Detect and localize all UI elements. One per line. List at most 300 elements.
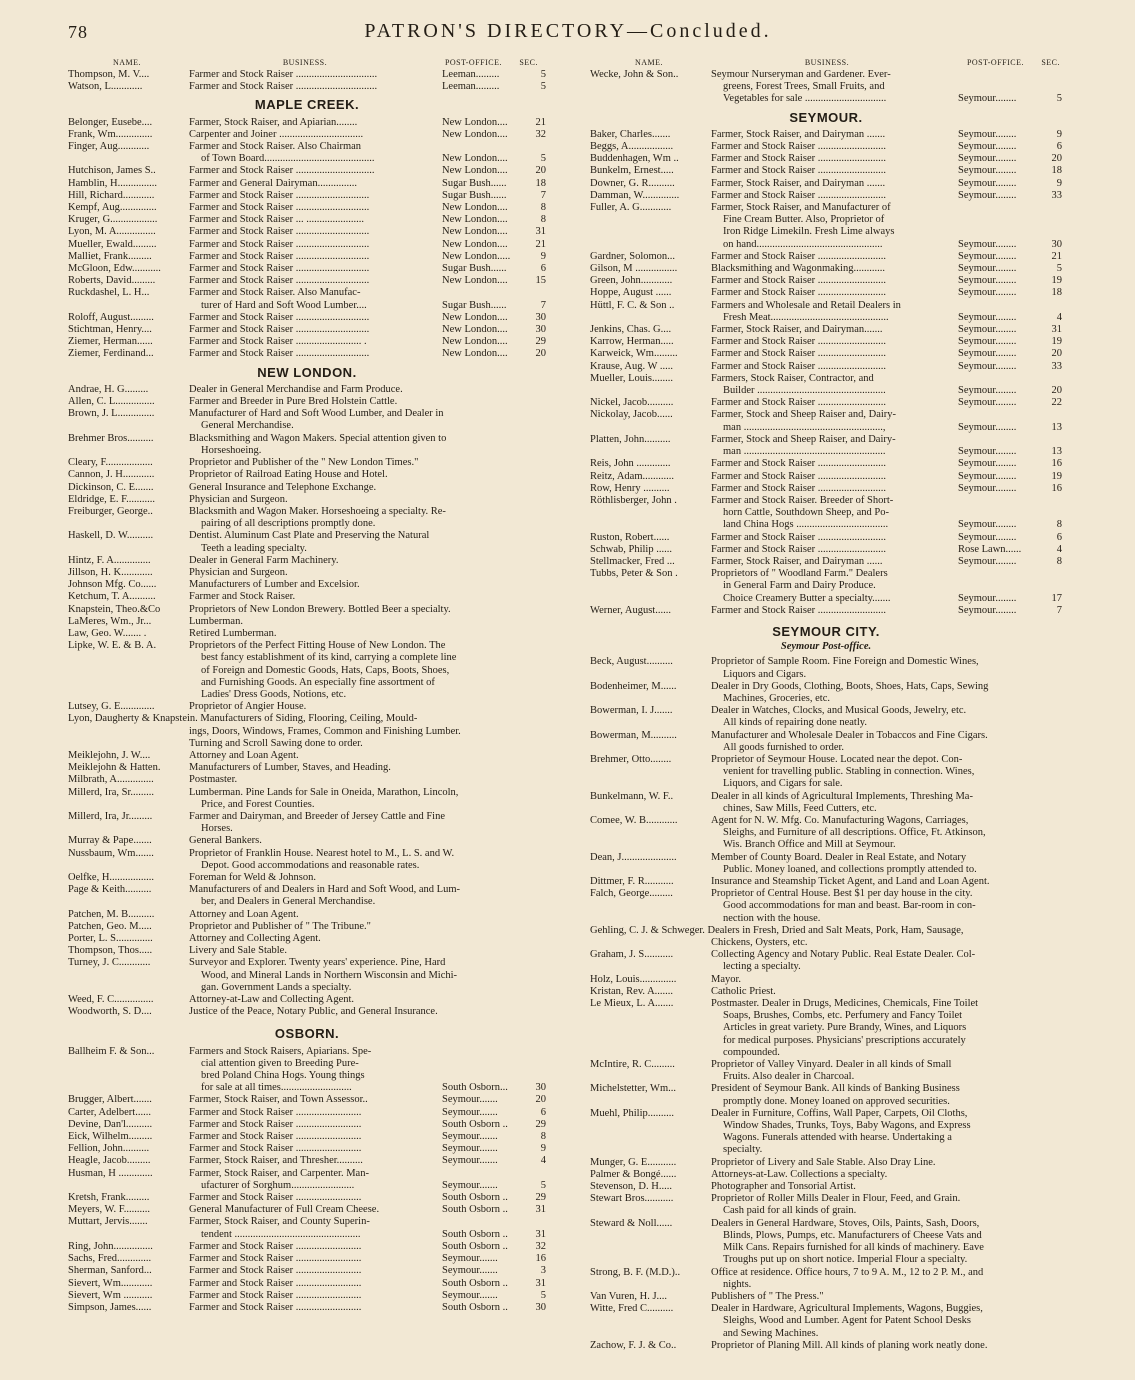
business-line: [189, 1058, 546, 1070]
business-line: [189, 1216, 546, 1228]
business-line: [711, 471, 1062, 483]
business-line: [189, 153, 546, 165]
entry-description: [711, 986, 1062, 998]
line-filler: [369, 190, 442, 202]
business-line: [711, 69, 1062, 81]
entry-section: 13: [1051, 421, 1062, 433]
entry-description: [189, 396, 546, 408]
directory-entry: [590, 324, 1062, 336]
directory-entry: [68, 506, 546, 530]
entry-name: Nussbaum, Wm.......: [68, 847, 154, 859]
entry-name: Krause, Aug. W .....: [590, 360, 674, 372]
description-line: of Foreign and Domestic Goods, Hats, Caps, Boots, Shoes,: [201, 664, 450, 676]
entry-post-office: Sugar Bush......: [442, 263, 507, 275]
description-line: Proprietor of Central House. Best $1 per day house in the city.: [711, 888, 973, 900]
directory-entry: [68, 1094, 546, 1106]
entry-name: Steward & Noll......: [590, 1217, 673, 1229]
business-text: tendent ................................................: [201, 1228, 361, 1240]
entry-description: [68, 713, 546, 750]
business-line: [189, 178, 546, 190]
business-line: [189, 336, 546, 348]
directory-entry: [68, 1302, 546, 1314]
entry-business: [189, 263, 546, 275]
entry-description: [189, 921, 546, 933]
directory-entry: [68, 994, 546, 1006]
directory-entry: [68, 835, 546, 847]
entry-section: 9: [540, 250, 546, 262]
entry-description: [189, 1006, 546, 1018]
entry-name: Bunkelm, Ernest.....: [590, 165, 674, 177]
description-line: Justice of the Peace, Notary Public, and General Insurance.: [189, 1006, 438, 1018]
business-line: [189, 214, 546, 226]
directory-entry: [590, 495, 1062, 532]
entry-name: Jillson, H. K............: [68, 566, 153, 578]
description-line: Catholic Priest.: [711, 985, 776, 997]
business-text: man ......................................................: [723, 446, 886, 458]
section-title-seymour: SEYMOUR.: [789, 109, 863, 125]
business-line: [711, 434, 1062, 446]
entry-post-office: New London....: [442, 226, 508, 238]
entry-name: Ruckdashel, L. H...: [68, 287, 150, 299]
entry-post-office: Sugar Bush......: [442, 177, 507, 189]
directory-entry: [68, 884, 546, 908]
entry-name: Bunkelmann, W. F..: [590, 790, 674, 802]
entry-section: 30: [535, 324, 546, 336]
entry-post-office: Seymour........: [958, 189, 1017, 201]
directory-entry: [68, 1241, 546, 1253]
business-text: Farmer and Stock Raiser .........................: [189, 1143, 362, 1155]
directory-entry: [590, 656, 1062, 680]
entry-business: [711, 605, 1062, 617]
description-line: Proprietor of Planing Mill. All kinds of planing work neatly done.: [711, 1339, 988, 1351]
entry-name: Damman, W..............: [590, 189, 680, 201]
entry-name: Werner, August......: [590, 604, 671, 616]
description-line: President of Seymour Bank. All kinds of Banking Business: [711, 1083, 960, 1095]
directory-entry: [590, 754, 1062, 791]
business-text: Farmers and Wholesale and Retail Dealers in: [711, 299, 901, 311]
line-filler: [377, 81, 442, 93]
line-filler: [361, 1302, 442, 1314]
entry-section: 31: [535, 1228, 546, 1240]
business-text: Farmer, Stock Raiser, and Dairyman .......: [711, 177, 886, 189]
directory-entry: [68, 921, 546, 933]
entry-description: [711, 998, 1062, 1059]
line-filler: [885, 263, 958, 275]
entry-name: Patchen, M. B..........: [68, 908, 155, 920]
entry-name: Zachow, F. J. & Co..: [590, 1339, 677, 1351]
business-line: [711, 129, 1062, 141]
entry-name: Munger, G. E...........: [590, 1156, 677, 1168]
entry-business: [711, 287, 1062, 299]
entry-section: 30: [535, 1301, 546, 1313]
directory-entry: [68, 1143, 546, 1155]
entry-description: [711, 1218, 1062, 1267]
entry-post-office: Seymour........: [958, 360, 1017, 372]
directory-entry: [590, 681, 1062, 705]
entry-name: Ruston, Robert......: [590, 531, 670, 543]
directory-list: [68, 117, 546, 361]
entry-name: Beggs, A.................: [590, 141, 674, 153]
business-text: Farmer and Stock Raiser ............................: [189, 226, 370, 238]
entry-description: [189, 884, 546, 908]
entry-description: [711, 1108, 1062, 1157]
entry-section: 20: [1051, 153, 1062, 165]
entry-name: Patchen, Geo. M.....: [68, 920, 152, 932]
entry-business: [189, 1241, 546, 1253]
entry-section: 6: [1056, 141, 1062, 153]
description-line: Proprietor of Seymour House. Located near the depot. Con-: [711, 753, 963, 765]
directory-entry: [68, 1278, 546, 1290]
description-line: Attorneys-at-Law. Collections a specialty.: [711, 1168, 888, 1180]
business-line: [189, 81, 546, 93]
directory-entry: [68, 239, 546, 251]
description-line: Dentist. Aluminum Cast Plate and Preserving the Natural: [189, 530, 430, 542]
entry-post-office: Seymour........: [958, 263, 1017, 275]
entry-section: 33: [1051, 360, 1062, 372]
business-text: Farmer, Stock Raiser, and Dairyman.......: [711, 324, 883, 336]
business-line: [711, 483, 1062, 495]
business-line: [711, 226, 1062, 238]
business-text: Farmer and Stock Raiser ..........................: [711, 165, 886, 177]
description-line: Manufacturers of and Dealers in Hard and Soft Wood, and Lum-: [189, 884, 461, 896]
description-line: Milk Cans. Repairs furnished for all kinds of machinery. Eave: [723, 1242, 984, 1254]
entry-name: Muehl, Philip..........: [590, 1107, 675, 1119]
line-filler: [354, 1180, 442, 1192]
entry-post-office: Seymour........: [958, 458, 1017, 470]
right-column: [590, 58, 1062, 1352]
entry-post-office: New London....: [442, 348, 508, 360]
entry-section: 20: [535, 348, 546, 360]
directory-entry: [590, 876, 1062, 888]
business-line: [711, 141, 1062, 153]
entry-name: Cannon, J. H............: [68, 469, 155, 481]
entry-section: 5: [540, 1179, 546, 1191]
directory-entry: [590, 178, 1062, 190]
business-text: Seymour Nurseryman and Gardener. Ever-: [711, 69, 891, 80]
directory-entry: [590, 605, 1062, 617]
entry-section: 20: [1051, 385, 1062, 397]
business-text: Farmer and Stock Raiser. Also Chairman: [189, 141, 362, 153]
directory-list: [68, 1046, 546, 1314]
line-filler: [883, 239, 958, 251]
business-text: Farmer and Stock Raiser ..........................: [711, 336, 886, 348]
entry-description: [189, 909, 546, 921]
entry-section: 16: [1051, 482, 1062, 494]
entry-section: 15: [535, 275, 546, 287]
business-line: [189, 287, 546, 299]
entry-name: Brehmer Bros..........: [68, 432, 154, 444]
business-line: [711, 373, 1062, 385]
directory-entry: [68, 226, 546, 238]
directory-entry: [590, 1059, 1062, 1083]
description-line: Postmaster. Dealer in Drugs, Medicines, Chemicals, Fine Toilet: [711, 998, 979, 1010]
description-line: Dealer in Watches, Clocks, and Musical Goods, Jewelry, etc.: [711, 705, 967, 717]
entry-name: Milbrath, A..............: [68, 774, 154, 786]
business-line: [711, 556, 1062, 568]
entry-name: Watson, L............: [68, 81, 143, 93]
description-line: Public. Money loaned, and collections promptly attended to.: [723, 863, 977, 875]
description-line: Surveyor and Explorer. Twenty years' experience. Pine, Hard: [189, 957, 446, 969]
directory-list: [68, 384, 546, 1019]
line-filler: [363, 1155, 442, 1167]
line-filler: [361, 1192, 442, 1204]
line-filler: [886, 165, 958, 177]
entry-section: 20: [1051, 348, 1062, 360]
description-line: promptly done. Money loaned on approved securities.: [723, 1095, 950, 1107]
business-line: [189, 129, 546, 141]
entry-business: [189, 129, 546, 141]
line-filler: [361, 1131, 442, 1143]
business-line: [189, 1143, 546, 1155]
entry-section: 20: [535, 165, 546, 177]
entry-post-office: Seymour........: [958, 128, 1017, 140]
directory-entry: [68, 579, 546, 591]
business-line: [189, 239, 546, 251]
business-text: Farmer and Stock Raiser ............................: [189, 202, 370, 214]
entry-section: 18: [1051, 287, 1062, 299]
business-text: Farmer and Stock Raiser .........................: [189, 1106, 362, 1118]
business-line: [711, 153, 1062, 165]
business-line: [189, 1180, 546, 1192]
business-line: [189, 1290, 546, 1302]
header-name: NAME.: [112, 58, 142, 67]
description-line: Blacksmithing and Wagon Makers. Special attention given to: [189, 432, 447, 444]
entry-name: Lutsey, G. E.............: [68, 701, 155, 713]
business-text: Farmer, Stock Raiser, and Thresher..........: [189, 1155, 363, 1167]
entry-business: [711, 190, 1062, 202]
business-line: [711, 605, 1062, 617]
business-line: [711, 178, 1062, 190]
column-headers: [590, 58, 1062, 68]
description-line: Window Shades, Trunks, Toys, Baby Wagons, and Express: [723, 1120, 971, 1132]
entry-business: [189, 1204, 546, 1216]
directory-entry: [68, 750, 546, 762]
entry-description: [189, 872, 546, 884]
directory-entry: [68, 591, 546, 603]
entry-business: [711, 409, 1062, 433]
entry-post-office: South Osborn ..: [442, 1228, 508, 1240]
entry-description: [711, 1267, 1062, 1291]
directory-entry: [590, 251, 1062, 263]
entry-business: [189, 1302, 546, 1314]
entry-description: [189, 494, 546, 506]
business-text: Farmer and Stock Raiser ............................: [189, 250, 370, 262]
line-filler: [885, 446, 958, 458]
directory-entry: [590, 1169, 1062, 1181]
entry-section: 21: [535, 238, 546, 250]
directory-entry: [590, 949, 1062, 973]
entry-name: Freiburger, George..: [68, 505, 153, 517]
line-filler: [369, 263, 442, 275]
entry-name: Simpson, James......: [68, 1301, 152, 1313]
line-filler: [886, 361, 958, 373]
line-filler: [886, 605, 958, 617]
entry-name: Dickinson, C. E.......: [68, 481, 154, 493]
business-line: [189, 1253, 546, 1265]
directory-entry: [68, 848, 546, 872]
entry-post-office: New London....: [442, 336, 508, 348]
entry-name: Mueller, Louis........: [590, 372, 673, 384]
entry-post-office: Seymour.......: [442, 1143, 498, 1155]
entry-description: [189, 640, 546, 701]
directory-entry: [590, 986, 1062, 998]
entry-business: [189, 1290, 546, 1302]
directory-entry: [68, 872, 546, 884]
entry-business: [711, 568, 1062, 605]
entry-name: Fellion, John..........: [68, 1143, 150, 1155]
description-line: Attorney and Loan Agent.: [189, 749, 299, 761]
entry-post-office: Seymour.......: [442, 1253, 498, 1265]
entry-name: Heagle, Jacob.........: [68, 1155, 151, 1167]
business-text: Farmer and Stock Raiser ..........................: [711, 470, 886, 482]
business-text: Farmer and Stock Raiser .........................: [189, 1289, 362, 1301]
directory-entry: [68, 214, 546, 226]
description-line: Collecting Agency and Notary Public. Real Estate Dealer. Col-: [711, 949, 976, 961]
entry-business: [189, 69, 546, 81]
description-line: Blinds, Plows, Pumps, etc. Manufacturers of Cheese Vats and: [723, 1229, 982, 1241]
directory-entry: [68, 1107, 546, 1119]
directory-entry: [590, 190, 1062, 202]
directory-entry: [590, 730, 1062, 754]
business-text: Farmer and Stock Raiser ...............................: [189, 81, 378, 93]
business-text: Farmer and General Dairyman...............: [189, 177, 357, 189]
description-line: Lyon, Daugherty & Knapstein. Manufacturers of Siding, Flooring, Ceiling, Mould-: [68, 713, 418, 725]
page-title: PATRON'S DIRECTORY—Concluded.: [364, 20, 772, 42]
entry-description: [189, 835, 546, 847]
business-text: horn Cattle, Southdown Sheep, and Po-: [723, 507, 889, 519]
business-line: [189, 1241, 546, 1253]
description-line: Farmer and Stock Raiser.: [189, 591, 296, 603]
business-text: man .....................................................,: [723, 421, 886, 433]
entry-section: 4: [540, 1155, 546, 1167]
description-line: Dealer in General Farm Machinery.: [189, 554, 339, 566]
entry-name: Witte, Fred C..........: [590, 1303, 674, 1315]
description-line: Lumberman.: [189, 615, 243, 627]
business-text: Farmer and Stock Raiser .........................: [189, 1240, 362, 1252]
description-line: compounded.: [723, 1046, 780, 1058]
entry-section: 19: [1051, 275, 1062, 287]
business-line: [189, 1204, 546, 1216]
description-line: General Merchandise.: [201, 420, 294, 432]
line-filler: [361, 1119, 442, 1131]
business-line: [711, 495, 1062, 507]
business-line: [189, 275, 546, 287]
directory-entry: [68, 494, 546, 506]
directory-entry: [590, 1340, 1062, 1352]
entry-post-office: Seymour........: [958, 153, 1017, 165]
description-line: Dealer in Dry Goods, Clothing, Boots, Shoes, Hats, Caps, Sewing: [711, 680, 989, 692]
entry-name: Brehmer, Otto........: [590, 753, 672, 765]
entry-section: 5: [540, 1289, 546, 1301]
business-text: Farmer and Stock Raiser ..........................: [711, 397, 886, 409]
entry-post-office: Seymour........: [958, 311, 1017, 323]
entry-section: 30: [535, 311, 546, 323]
description-line: Insurance and Steamship Ticket Agent, and Land and Loan Agent.: [711, 876, 990, 887]
description-line: Wood, and Mineral Lands in Northern Wisconsin and Michi-: [201, 969, 458, 981]
business-text: General Manufacturer of Full Cream Cheese.: [189, 1204, 380, 1216]
entry-name: Brown, J. L..............: [68, 408, 155, 420]
line-filler: [367, 336, 442, 348]
line-filler: [369, 226, 442, 238]
description-line: Teeth a leading specialty.: [201, 542, 307, 554]
directory-entry: [68, 555, 546, 567]
directory-entry: [68, 396, 546, 408]
line-filler: [886, 348, 958, 360]
entry-business: [189, 1216, 546, 1240]
entry-business: [711, 251, 1062, 263]
line-filler: [886, 287, 958, 299]
entry-description: [711, 1157, 1062, 1169]
business-line: [189, 69, 546, 81]
business-line: [711, 422, 1062, 434]
description-line: Turning and Scroll Sawing done to order.: [189, 737, 363, 749]
business-text: Farmers, Stock Raiser, Contractor, and: [711, 372, 874, 384]
line-filler: [889, 312, 958, 324]
line-filler: [885, 129, 958, 141]
entry-name: Lipke, W. E. & B. A.: [68, 640, 157, 652]
business-text: of Town Board..........................................: [201, 153, 375, 165]
directory-entry: [590, 815, 1062, 852]
business-text: Farmer and Stock Raiser ..........................: [711, 153, 886, 165]
entry-name: Ring, John...............: [68, 1240, 153, 1252]
directory-entry: [68, 1119, 546, 1131]
directory-entry: [590, 458, 1062, 470]
directory-entry: [68, 287, 546, 311]
business-text: Farmer and Stock Raiser ............................: [189, 189, 370, 201]
entry-business: [189, 178, 546, 190]
line-filler: [361, 1241, 442, 1253]
directory-entry: [590, 141, 1062, 153]
entry-post-office: New London.....: [442, 250, 511, 262]
directory-entry: [68, 1155, 546, 1167]
directory-entry: [590, 165, 1062, 177]
entry-name: Oelfke, H.................: [68, 872, 155, 883]
entry-name: Hutchison, James S..: [68, 165, 156, 177]
entry-post-office: New London....: [442, 165, 508, 177]
directory-entry: [590, 397, 1062, 409]
entry-post-office: Seymour........: [958, 421, 1017, 433]
business-line: [189, 251, 546, 263]
line-filler: [369, 348, 442, 360]
entry-section: 9: [1056, 177, 1062, 189]
directory-entry: [590, 1291, 1062, 1303]
entry-name: Roberts, David.........: [68, 275, 156, 287]
entry-name: Murray & Pape.......: [68, 835, 152, 847]
entry-business: [189, 1107, 546, 1119]
business-text: Proprietors of " Woodland Farm." Dealers: [711, 568, 888, 580]
entry-section: 33: [1051, 189, 1062, 201]
entry-name: Reis, John .............: [590, 458, 671, 470]
entry-section: 21: [1051, 250, 1062, 262]
directory-entry: [68, 1168, 546, 1192]
entry-description: [711, 1169, 1062, 1181]
line-filler: [886, 544, 958, 556]
entry-business: [711, 361, 1062, 373]
entry-post-office: Seymour........: [958, 446, 1017, 458]
entry-name: Bowerman, M..........: [590, 729, 677, 741]
description-line: Attorney and Collecting Agent.: [189, 933, 321, 945]
directory-entry: [590, 129, 1062, 141]
line-filler: [886, 397, 958, 409]
entry-section: 31: [535, 226, 546, 238]
business-text: Farmer, Stock Raiser, and Town Assessor..: [189, 1094, 368, 1106]
entry-post-office: New London....: [442, 324, 508, 336]
entry-business: [711, 532, 1062, 544]
business-text: Farmer, Stock and Sheep Raiser, and Dairy-: [711, 433, 896, 445]
entry-name: Nickel, Jacob..........: [590, 397, 674, 409]
entry-name: Fuller, A. G............: [590, 202, 672, 214]
business-line: [711, 312, 1062, 324]
